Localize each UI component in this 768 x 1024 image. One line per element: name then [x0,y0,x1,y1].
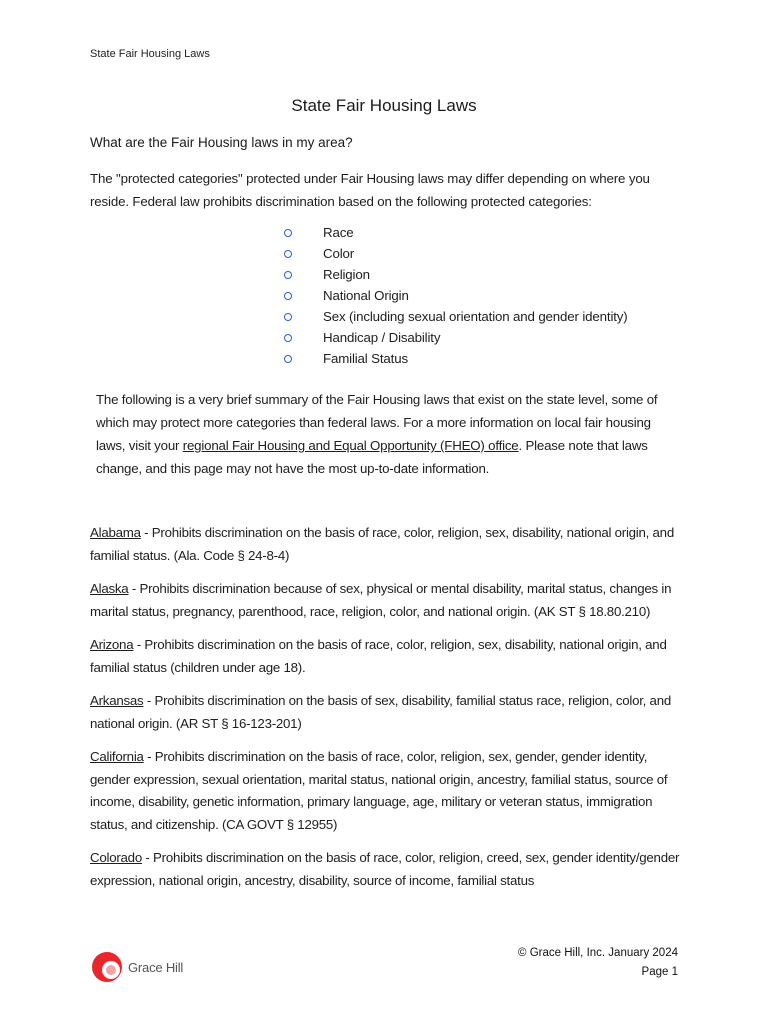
grace-hill-logo [90,950,183,984]
category-label: Religion [323,267,370,282]
state-link-arizona[interactable]: Arizona [90,637,134,652]
list-item [284,222,628,243]
state-entry-arkansas [90,690,680,735]
category-label: Race [323,225,354,240]
summary-paragraph [96,388,676,480]
circle-bullet-icon [284,292,292,300]
circle-bullet-icon [284,271,292,279]
list-item [284,306,628,327]
state-entry-colorado [90,847,680,892]
state-description: - Prohibits discrimination on the basis of race, color, religion, sex, disability, national origin, and familial status. (Ala. Code § 24-8-4) [90,525,674,563]
circle-bullet-icon [284,250,292,258]
category-label: Familial Status [323,351,408,366]
grace-hill-logo-icon [90,950,124,984]
state-link-arkansas[interactable]: Arkansas [90,693,144,708]
state-entry-california [90,746,680,836]
list-item [284,264,628,285]
fheo-office-link[interactable]: regional Fair Housing and Equal Opportunity (FHEO) office [182,438,519,453]
state-description: - Prohibits discrimination because of sex, physical or mental disability, marital status, changes in marital status, pregnancy, parenthood, race, religion, color, and national origin. (AK ST § 18.80.210) [90,581,672,619]
state-entry-alabama [90,522,680,567]
category-label: Handicap / Disability [323,330,441,345]
list-item [284,243,628,264]
list-item [284,285,628,306]
list-item [284,348,628,369]
copyright-text: © Grace Hill, Inc. January 2024 [518,947,678,959]
circle-bullet-icon [284,313,292,321]
state-description: - Prohibits discrimination on the basis of race, color, religion, sex, disability, national origin, and familial status (children under age 18). [90,637,667,675]
category-label: National Origin [323,288,409,303]
summary-text-end: . Please note that laws change, and this page may not have the most up-to-date information. [96,438,648,476]
circle-bullet-icon [284,355,292,363]
protected-categories-list [284,222,628,369]
category-label: Sex (including sexual orientation and gender identity) [323,309,628,324]
category-label: Color [323,246,355,261]
logo-text: Grace Hill [128,959,184,975]
state-link-alaska[interactable]: Alaska [90,581,129,596]
section-question: What are the Fair Housing laws in my area? [90,135,353,150]
circle-bullet-icon [284,334,292,342]
state-entry-alaska [90,578,680,623]
page-number: Page 1 [641,966,678,978]
state-link-alabama[interactable]: Alabama [90,525,141,540]
state-link-california[interactable]: California [90,749,144,764]
state-laws-list [90,522,680,903]
state-description: - Prohibits discrimination on the basis of sex, disability, familial status race, religion, color, and national origin. (AR ST § 16-123-201) [90,693,671,731]
page-header: State Fair Housing Laws [90,48,210,60]
list-item [284,327,628,348]
state-link-colorado[interactable]: Colorado [90,850,142,865]
page-footer [518,944,678,982]
state-description: - Prohibits discrimination on the basis of race, color, religion, creed, sex, gender identity/gender expression, national origin, ancestry, disability, source of income, familial status [90,850,680,888]
circle-bullet-icon [284,229,292,237]
state-entry-arizona [90,634,680,679]
state-description: - Prohibits discrimination on the basis of race, color, religion, sex, gender, gender identity, gender expression, sexual orientation, marital status, national origin, ancestry, familial status, source of income, disability, genetic information, primary language, age, military or veteran status, immigration status, and citizenship. (CA GOVT § 12955) [90,749,668,832]
page-title: State Fair Housing Laws [291,96,477,115]
summary-text: The following is a very brief summary of the Fair Housing laws that exist on the state level, some of which may protect more categories than federal laws. For a more information on local fair housing laws, visit your [96,392,658,453]
intro-paragraph: The "protected categories" protected under Fair Housing laws may differ depending on where you reside. Federal law prohibits discrimination based on the following protected categories: [90,171,650,209]
